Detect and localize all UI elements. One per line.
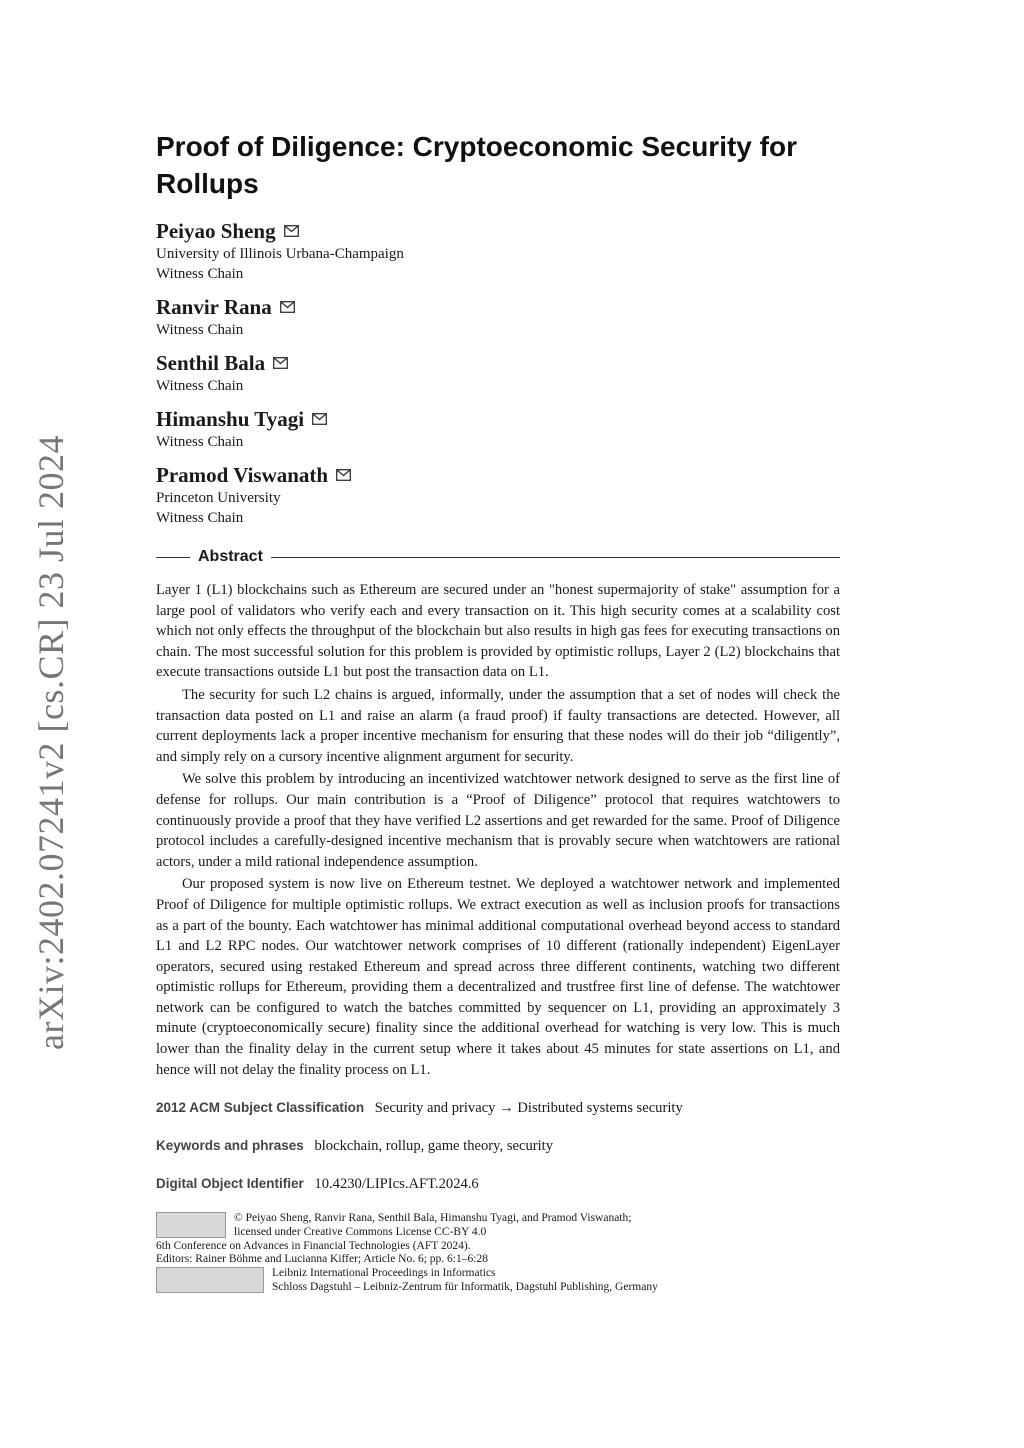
author-affiliation: Witness Chain (156, 510, 244, 526)
copyright-text: © Peiyao Sheng, Ranvir Rana, Senthil Bala, Himanshu Tyagi, and Pramod Viswanath; (234, 1212, 632, 1225)
email-icon[interactable] (273, 357, 288, 369)
keywords (156, 1136, 840, 1156)
footer (156, 1212, 840, 1294)
abstract-paragraph: Our proposed system is now live on Ethereum testnet. We deployed a watchtower network and implemented Proof of Diligence for multiple optimistic rollups. We extract execution as well as inclusion proofs for transactions as a part of the bounty. Each watchtower has minimal additional computational overhead beyond access to standard L1 and L2 RPC nodes. Our watchtower network comprises of 10 different (rationally independent) EigenLayer operators, secured using restaked Ethereum and spread across three different continents, watching two different optimistic rollups for Ethereum, providing them a decentralized and trustfree first line of defense. The watchtower network can be configured to watch the batches committed by sequencer on L1, providing an approximately 3 minute (cryptoeconomically secure) finality since the additional overhead for watching is very low. This is much lower than the finality delay in the current setup where it takes about 45 minutes for state assertions on L1, and hence will not delay the finality process on L1. (156, 876, 840, 1078)
abstract-heading (156, 548, 840, 566)
author-affiliation: Witness Chain (156, 434, 244, 450)
paper-title: Proof of Diligence: Cryptoeconomic Security for Rollups (156, 131, 797, 199)
acm-value: Security and privacy → Distributed systems security (374, 1100, 683, 1117)
conference-text: 6th Conference on Advances in Financial Technologies (AFT 2024). (156, 1239, 471, 1252)
author-affiliation: Witness Chain (156, 266, 244, 282)
email-icon[interactable] (312, 413, 327, 425)
keywords-value: blockchain, rollup, game theory, security (314, 1138, 554, 1155)
lipics-logo (156, 1267, 264, 1293)
doi-label: Digital Object Identifier (156, 1176, 304, 1192)
license-text: licensed under Creative Commons License CC-BY 4.0 (234, 1225, 487, 1238)
abstract-label: Abstract (198, 548, 263, 565)
author-affiliation: Witness Chain (156, 322, 244, 338)
author-affiliation: Witness Chain (156, 378, 244, 394)
author-affiliation: Princeton University (156, 490, 281, 506)
publisher-text: Schloss Dagstuhl – Leibniz-Zentrum für Informatik, Dagstuhl Publishing, Germany (272, 1280, 658, 1293)
author-block (156, 462, 840, 528)
series-text: Leibniz International Proceedings in Informatics (272, 1267, 496, 1280)
doi-link[interactable]: 10.4230/LIPIcs.AFT.2024.6 (314, 1176, 479, 1193)
author-name: Himanshu Tyagi (156, 407, 305, 431)
editors-text: Editors: Rainer Böhme and Lucianna Kiffer; Article No. 6; pp. 6:1–6:28 (156, 1253, 488, 1266)
author-block (156, 406, 840, 452)
author-block (156, 294, 840, 340)
author-name: Senthil Bala (156, 351, 266, 375)
acm-label: 2012 ACM Subject Classification (156, 1100, 365, 1116)
author-affiliation: University of Illinois Urbana-Champaign (156, 246, 404, 262)
cc-license-badge[interactable] (156, 1212, 226, 1238)
paper-page (156, 128, 840, 1294)
email-icon[interactable] (284, 225, 299, 237)
keywords-label: Keywords and phrases (156, 1138, 304, 1154)
acm-classification (156, 1098, 840, 1118)
email-icon[interactable] (280, 301, 295, 313)
divider (271, 557, 840, 558)
author-name: Peiyao Sheng (156, 219, 276, 243)
email-icon[interactable] (336, 469, 351, 481)
abstract-paragraph: The security for such L2 chains is argued, informally, under the assumption that a set of nodes will check the transaction data posted on L1 and raise an alarm (a fraud proof) if faulty transactions are detected. However, all current deployments lack a proper incentive mechanism for ensuring that these nodes will do their job “diligently”, and simply rely on a cursory incentive alignment argument for security. (156, 686, 840, 765)
author-name: Pramod Viswanath (156, 463, 329, 487)
abstract-paragraph: Layer 1 (L1) blockchains such as Ethereum are secured under an "honest supermajority of stake" assumption for a large pool of validators who verify each and every transaction on it. This high security comes at a scalability cost which not only effects the throughput of the blockchain but also results in high gas fees for executing transactions on chain. The most successful solution for this problem is provided by optimistic rollups, Layer 2 (L2) blockchains that execute transactions outside L1 but post the transaction data on L1. (156, 582, 840, 681)
divider (156, 557, 190, 558)
author-block (156, 350, 840, 396)
abstract-body (156, 580, 840, 1080)
author-block (156, 218, 840, 284)
doi (156, 1174, 840, 1194)
arxiv-identifier: arXiv:2402.07241v2 [cs.CR] 23 Jul 2024 (31, 435, 71, 1050)
abstract-paragraph: We solve this problem by introducing an incentivized watchtower network designed to serve as the first line of defense for rollups. Our main contribution is a “Proof of Diligence” protocol that requires watchtowers to continuously provide a proof that they have verified L2 assertions and get rewarded for the same. Proof of Diligence protocol includes a carefully-designed incentive mechanism that is provably secure when watchtowers are rational actors, under a mild rational independence assumption. (156, 771, 840, 870)
author-list (156, 218, 840, 528)
author-name: Ranvir Rana (156, 295, 272, 319)
